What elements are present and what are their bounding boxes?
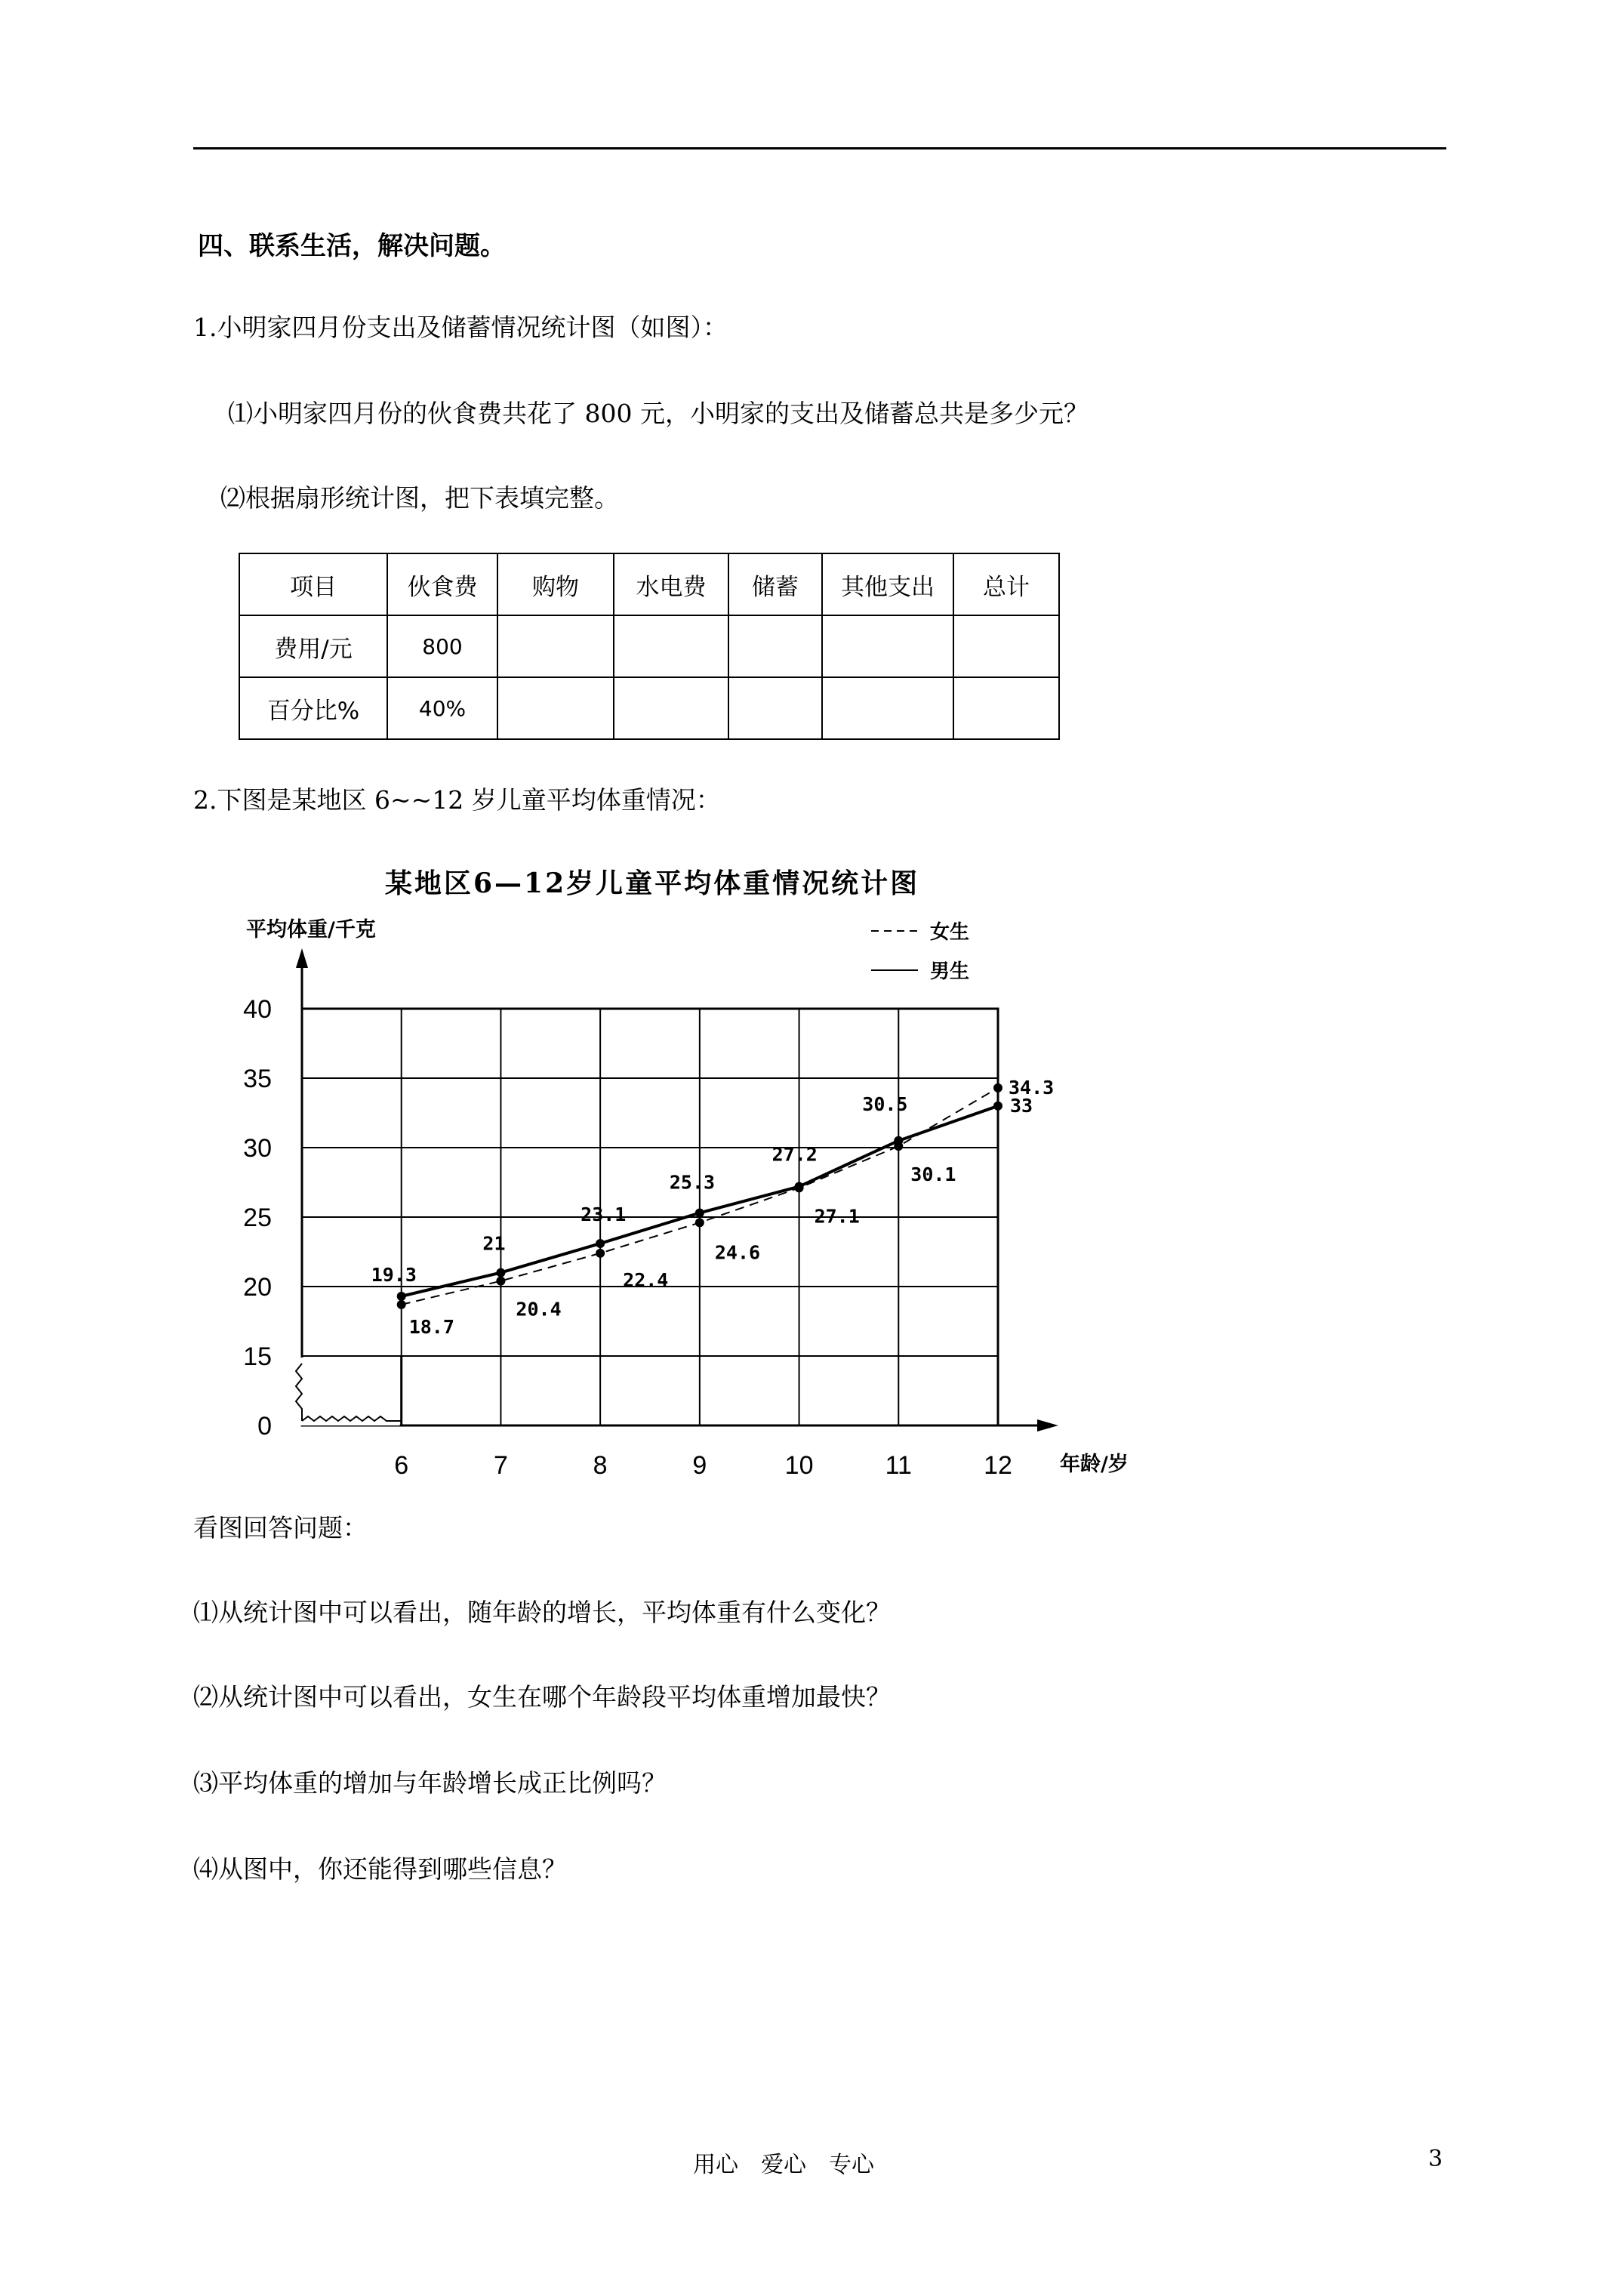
table-cell: 费用/元 [239, 615, 387, 677]
section-heading: 四、联系生活，解决问题。 [198, 231, 506, 261]
legend-label: 女生 [930, 921, 970, 944]
y-tick-label: 30 [243, 1134, 272, 1163]
data-point [596, 1239, 605, 1248]
chart-legend [871, 921, 969, 983]
question-2-sub-2: ⑵从统计图中可以看出，女生在哪个年龄段平均体重增加最快？ [193, 1682, 891, 1712]
table-cell: 百分比% [239, 677, 387, 739]
legend-label: 男生 [930, 960, 970, 983]
y-tick-label: 35 [243, 1065, 272, 1093]
data-point [695, 1218, 704, 1227]
data-label: 34.3 [1009, 1076, 1055, 1099]
data-label: 24.6 [714, 1241, 761, 1264]
data-point [397, 1292, 406, 1301]
data-label: 22.4 [623, 1268, 669, 1291]
table-header-cell: 储蓄 [728, 553, 822, 615]
chart-title: 某地区6—12岁儿童平均体重情况统计图 [385, 868, 920, 899]
data-label: 27.2 [771, 1143, 818, 1166]
table-cell: 800 [387, 615, 497, 677]
question-1-sub-2: ⑵根据扇形统计图，把下表填完整。 [220, 483, 619, 513]
data-label: 30.1 [910, 1163, 956, 1186]
table-header-cell: 项目 [239, 553, 387, 615]
data-label: 33 [1010, 1094, 1033, 1117]
x-tick-label: 7 [493, 1451, 508, 1480]
question-2-sub-1: ⑴从统计图中可以看出，随年龄的增长，平均体重有什么变化？ [193, 1598, 891, 1627]
page-number: 3 [1428, 2146, 1443, 2172]
x-axis-arrow [1037, 1419, 1058, 1432]
data-label: 23.1 [581, 1203, 627, 1225]
question-2-sub-3: ⑶平均体重的增加与年龄增长成正比例吗？ [193, 1768, 667, 1798]
table-header-cell: 总计 [953, 553, 1059, 615]
table-header-cell: 购物 [497, 553, 614, 615]
question-1-sub-1: ⑴小明家四月份的伙食费共花了 800 元，小明家的支出及储蓄总共是多少元？ [228, 399, 1089, 428]
data-point [993, 1083, 1002, 1093]
table-header-cell: 伙食费 [387, 553, 497, 615]
data-label: 30.5 [862, 1093, 908, 1115]
data-point [596, 1249, 605, 1258]
data-label: 27.1 [814, 1205, 860, 1228]
x-tick-label: 9 [692, 1451, 707, 1480]
axis-break-mask [300, 1358, 400, 1425]
data-point [795, 1182, 804, 1191]
y-tick-label: 15 [243, 1342, 272, 1371]
question-2-after: 看图回答问题： [193, 1513, 368, 1542]
x-tick-label: 10 [784, 1451, 814, 1480]
data-point [894, 1136, 903, 1145]
data-point [695, 1208, 704, 1217]
x-tick-label: 8 [593, 1451, 608, 1480]
data-label: 18.7 [408, 1315, 454, 1338]
data-label: 21 [482, 1232, 506, 1255]
data-label: 25.3 [669, 1171, 716, 1194]
data-point [496, 1277, 505, 1286]
question-1-prompt: 1.小明家四月份支出及储蓄情况统计图（如图）： [193, 313, 728, 342]
data-point [993, 1102, 1002, 1111]
x-tick-label: 6 [394, 1451, 409, 1480]
table-header-cell: 水电费 [614, 553, 728, 615]
y-tick-label: 0 [257, 1412, 272, 1441]
x-axis-label: 年龄/岁 [1060, 1453, 1129, 1476]
table-cell: 40% [387, 677, 497, 739]
chart-series [371, 1077, 1055, 1338]
chart-grid [300, 1009, 998, 1425]
y-tick-label: 25 [243, 1203, 272, 1232]
y-axis-label: 平均体重/千克 [246, 918, 376, 942]
data-label: 19.3 [371, 1263, 417, 1286]
table-header-cell: 其他支出 [822, 553, 953, 615]
y-tick-label: 20 [243, 1273, 272, 1302]
y-tick-label: 40 [243, 995, 272, 1024]
question-2-prompt: 2.下图是某地区 6~~12 岁儿童平均体重情况： [193, 785, 721, 815]
y-axis-arrow [296, 948, 308, 968]
data-label: 20.4 [516, 1298, 562, 1321]
data-point [496, 1268, 505, 1277]
data-point [397, 1300, 406, 1309]
question-2-sub-4: ⑷从图中，你还能得到哪些信息？ [193, 1854, 567, 1884]
x-tick-label: 11 [885, 1451, 912, 1480]
footer-text: 用心 爱心 专心 [693, 2152, 874, 2178]
x-tick-label: 12 [984, 1451, 1012, 1480]
